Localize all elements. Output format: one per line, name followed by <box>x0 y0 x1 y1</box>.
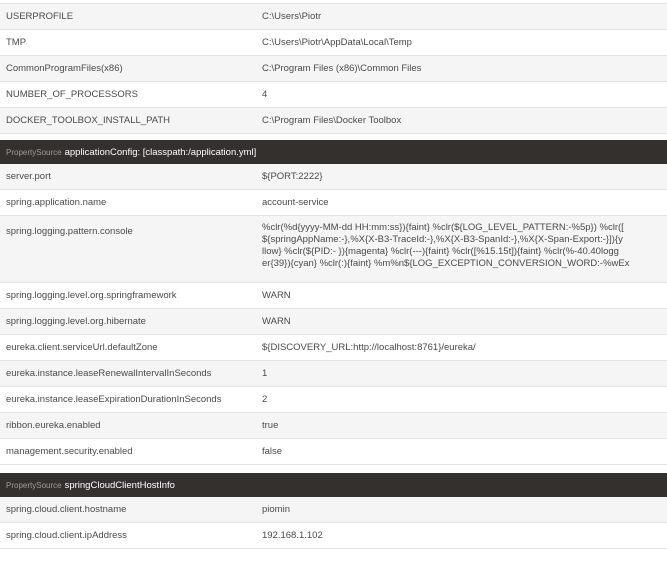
property-value: account-service <box>262 197 329 208</box>
table-row <box>0 361 667 387</box>
table-row <box>0 309 667 335</box>
property-key: spring.logging.pattern.console <box>6 226 133 237</box>
property-value: true <box>262 420 279 431</box>
property-key: spring.cloud.client.hostname <box>6 504 127 515</box>
table-row <box>0 497 667 523</box>
property-source-header <box>0 140 667 164</box>
property-value: C:\Users\Piotr <box>262 11 322 22</box>
property-value-multiline <box>248 216 667 276</box>
value-line: %clr(%d{yyyy-MM-dd HH:mm:ss}){faint} %clr(${LOG_LEVEL_PATTERN:-%5p}) %clr([ <box>262 222 624 233</box>
property-key: NUMBER_OF_PROCESSORS <box>6 89 138 100</box>
property-value: C:\Program Files\Docker Toolbox <box>262 115 402 126</box>
property-value: piomin <box>262 504 290 515</box>
table-row <box>0 216 667 283</box>
value-line: llow} %clr(${PID:- }){magenta} %clr(---){faint} %clr([%15.15t]){faint} %clr(%-40.40logg <box>262 246 619 257</box>
table-row <box>0 283 667 309</box>
host-info-section <box>0 473 667 549</box>
property-value: 4 <box>262 89 268 100</box>
table-row <box>0 164 667 190</box>
property-source-title: springCloudClientHostInfo <box>64 479 175 491</box>
property-key: DOCKER_TOOLBOX_INSTALL_PATH <box>6 115 171 126</box>
property-value: ${PORT:2222} <box>262 171 323 182</box>
value-line: er{39}){cyan} %clr(:){faint} %m%n${LOG_EXCEPTION_CONVERSION_WORD:-%wEx <box>262 258 630 269</box>
table-row <box>0 413 667 439</box>
property-value: false <box>262 446 283 457</box>
table-row <box>0 82 667 108</box>
property-value: 192.168.1.102 <box>262 530 323 541</box>
property-key: spring.application.name <box>6 197 107 208</box>
table-row <box>0 4 667 30</box>
property-key: TMP <box>6 37 27 48</box>
value-line: ${springAppName:-},%X{X-B3-TraceId:-},%X{X-B3-SpanId:-},%X{X-Span-Export:-}]){y <box>262 234 623 245</box>
property-value: ${DISCOVERY_URL:http://localhost:8761}/eureka/ <box>262 342 476 353</box>
property-key: eureka.instance.leaseRenewalIntervalInSeconds <box>6 368 212 379</box>
table-row <box>0 190 667 216</box>
property-key: spring.logging.level.org.hibernate <box>6 316 146 327</box>
application-config-section <box>0 140 667 465</box>
property-key: ribbon.eureka.enabled <box>6 420 101 431</box>
table-row <box>0 387 667 413</box>
property-value: 2 <box>262 394 268 405</box>
table-row <box>0 523 667 549</box>
property-key: eureka.instance.leaseExpirationDurationInSeconds <box>6 394 222 405</box>
property-value: C:\Users\Piotr\AppData\Local\Temp <box>262 37 412 48</box>
property-value: WARN <box>262 290 291 301</box>
property-source-label: PropertySource <box>6 480 62 490</box>
property-value: C:\Program Files (x86)\Common Files <box>262 63 422 74</box>
property-key: CommonProgramFiles(x86) <box>6 63 123 74</box>
property-source-label: PropertySource <box>6 147 62 157</box>
table-row <box>0 56 667 82</box>
table-row <box>0 439 667 465</box>
table-row <box>0 30 667 56</box>
property-key: USERPROFILE <box>6 11 74 22</box>
property-key: spring.logging.level.org.springframework <box>6 290 177 301</box>
property-key: eureka.client.serviceUrl.defaultZone <box>6 342 158 353</box>
table-row <box>0 108 667 134</box>
property-value: WARN <box>262 316 291 327</box>
property-key: management.security.enabled <box>6 446 133 457</box>
system-env-table <box>0 4 667 134</box>
property-source-header <box>0 473 667 497</box>
property-key: server.port <box>6 171 51 182</box>
property-key: spring.cloud.client.ipAddress <box>6 530 127 541</box>
property-value: 1 <box>262 368 268 379</box>
property-source-title: applicationConfig: [classpath:/application.yml] <box>64 146 257 158</box>
table-row <box>0 335 667 361</box>
